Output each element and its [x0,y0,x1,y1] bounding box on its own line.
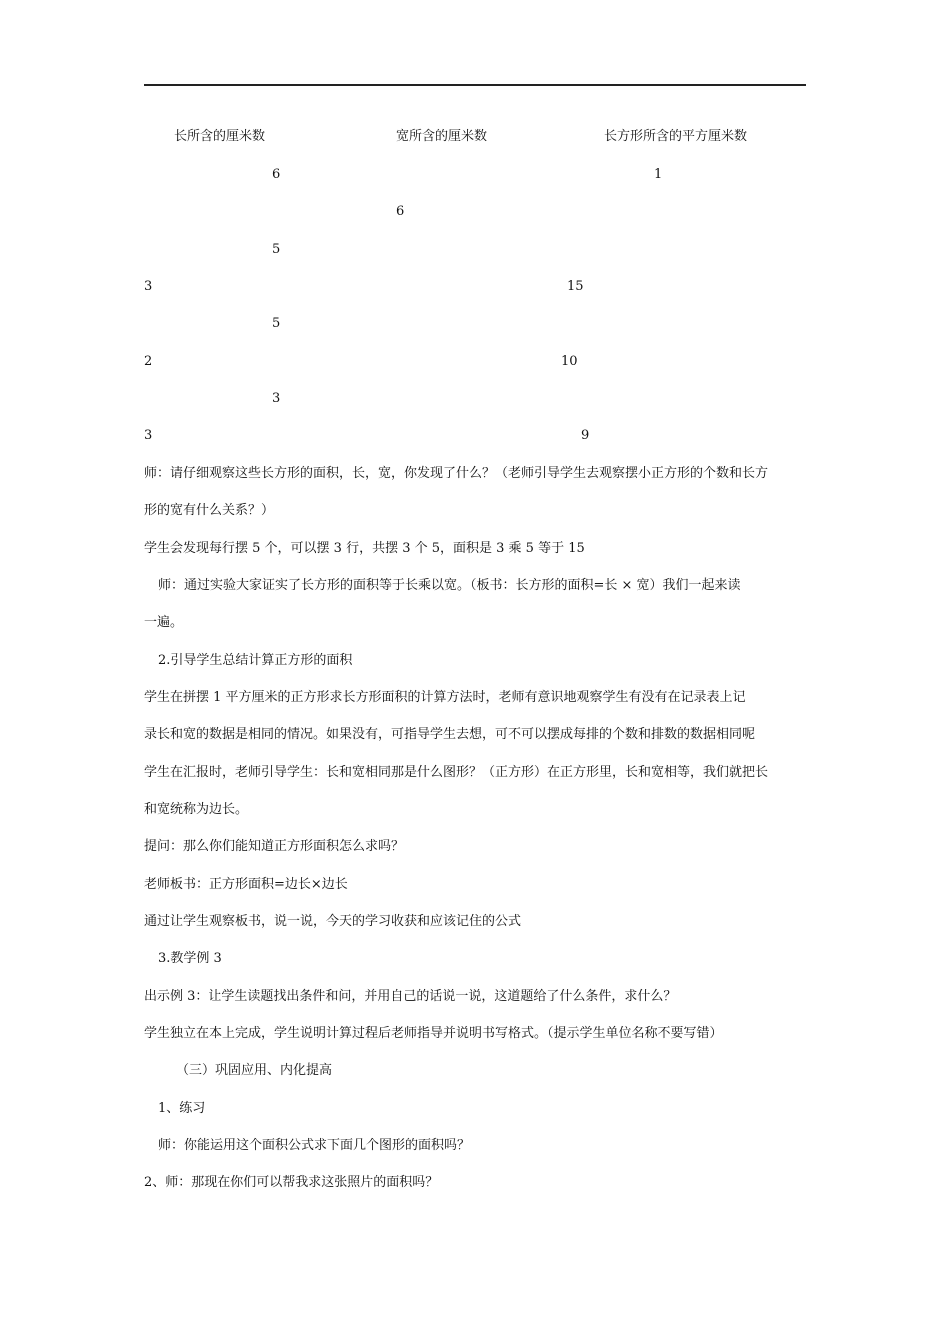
paragraph-line: 录长和宽的数据是相同的情况。如果没有，可指导学生去想，可不可以摆成每排的个数和排数的数据相同呢 [144,727,756,742]
paragraph-line: 2、师：那现在你们可以帮我求这张照片的面积吗？ [144,1175,439,1190]
paragraph-line: 师：通过实验大家证实了长方形的面积等于长乘以宽。（板书：长方形的面积=长 × 宽）我们一起来读 [158,578,741,593]
table-cell: 15 [567,279,584,294]
paragraph-line: 老师板书：正方形面积=边长×边长 [144,877,348,892]
table-header-width: 宽所含的厘米数 [396,129,488,144]
paragraph-line: 通过让学生观察板书，说一说，今天的学习收获和应该记住的公式 [144,914,522,929]
table-cell: 3 [144,279,153,294]
section-heading: （三）巩固应用、内化提高 [176,1063,333,1078]
paragraph-line: 师：你能运用这个面积公式求下面几个图形的面积吗？ [158,1138,471,1153]
paragraph-line: 出示例 3：让学生读题找出条件和问，并用自己的话说一说，这道题给了什么条件，求什么？ [144,989,677,1004]
paragraph-line: 和宽统称为边长。 [144,802,249,817]
table-cell: 5 [272,242,281,257]
table-cell: 3 [272,391,281,406]
table-cell: 1 [654,167,663,182]
table-cell: 3 [144,428,153,443]
paragraph-line: 提问：那么你们能知道正方形面积怎么求吗？ [144,839,405,854]
header-rule [144,84,806,86]
table-header-area: 长方形所含的平方厘米数 [604,129,748,144]
table-cell: 5 [272,316,281,331]
paragraph-line: 学生在汇报时，老师引导学生：长和宽相同那是什么图形？（正方形）在正方形里，长和宽相等，我们就把长 [144,765,769,780]
section-heading: 2.引导学生总结计算正方形的面积 [158,653,353,668]
section-heading: 1、练习 [158,1101,206,1116]
table-cell: 9 [581,428,590,443]
paragraph-line: 师：请仔细观察这些长方形的面积，长，宽，你发现了什么？（老师引导学生去观察摆小正方形的个数和长方 [144,466,769,481]
paragraph-line: 一遍。 [144,615,184,630]
section-heading: 3.教学例 3 [158,951,222,966]
paragraph-line: 学生独立在本上完成，学生说明计算过程后老师指导并说明书写格式。（提示学生单位名称不要写错） [144,1026,723,1041]
table-cell: 6 [272,167,281,182]
paragraph-line: 学生会发现每行摆 5 个，可以摆 3 行，共摆 3 个 5，面积是 3 乘 5 等于 15 [144,541,585,556]
table-header-length: 长所含的厘米数 [174,129,266,144]
table-cell: 6 [396,204,405,219]
table-cell: 10 [561,354,578,369]
paragraph-line: 形的宽有什么关系？） [144,503,275,518]
table-cell: 2 [144,354,153,369]
paragraph-line: 学生在拼摆 1 平方厘米的正方形求长方形面积的计算方法时，老师有意识地观察学生有没有在记录表上记 [144,690,746,705]
